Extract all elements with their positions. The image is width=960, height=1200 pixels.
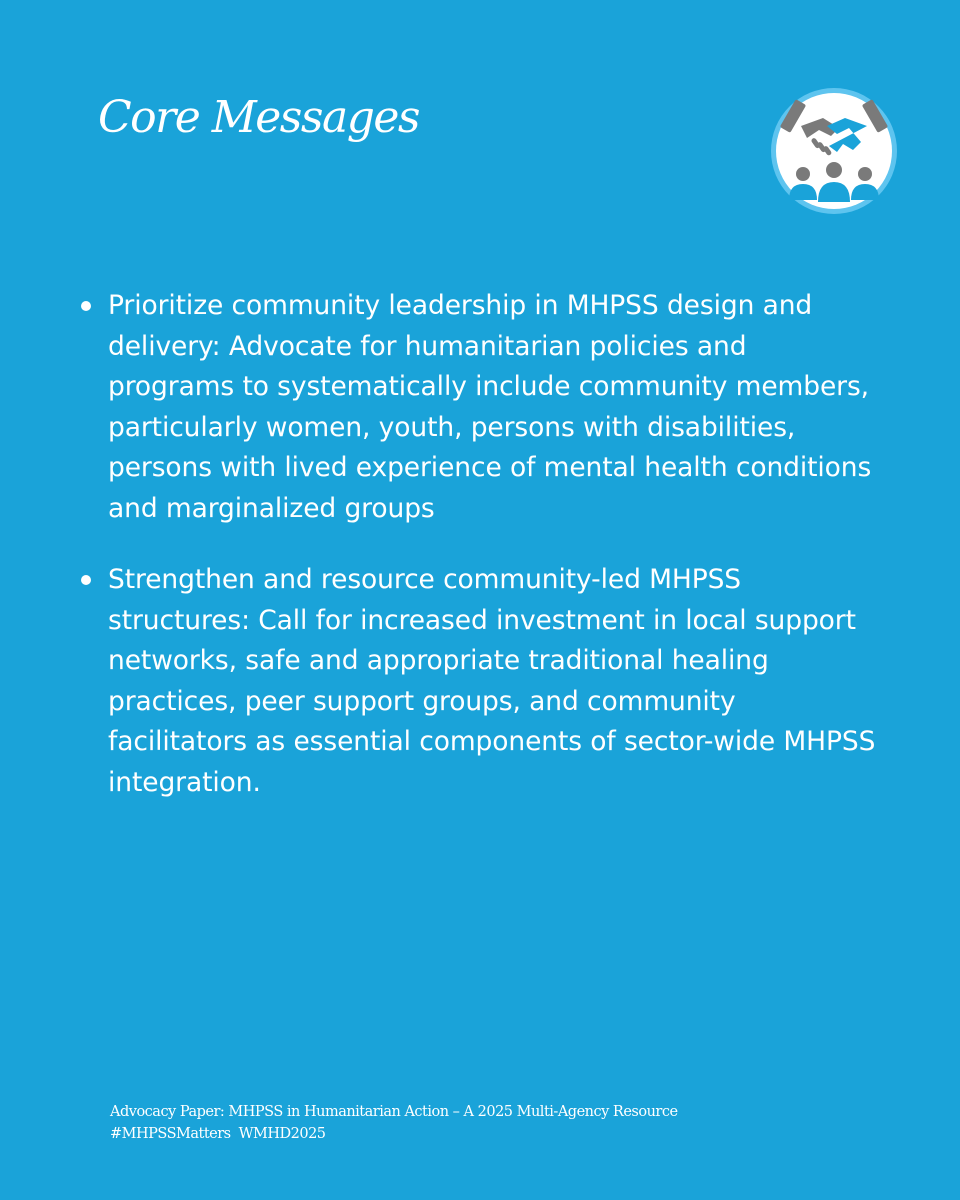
hashtag: #MHPSSMatters [110, 1126, 231, 1142]
bullet-icon [81, 301, 91, 311]
message-text: Strengthen and resource community-led MHPSS structures: Call for increased investment in local support networks, safe and appropriate traditional healing practices, peer support groups, and community facilitators as essential components of sector-wide MHPSS integration. [108, 564, 876, 798]
page-title: Core Messages [98, 92, 419, 143]
footer-tags [110, 1123, 678, 1145]
bullet-icon [81, 575, 91, 585]
footer [110, 1101, 678, 1145]
message-text: Prioritize community leadership in MHPSS design and delivery: Advocate for humanitarian policies and programs to systematically include community members, particularly women, youth, persons with disabilities, persons with lived experience of mental health conditions and marginalized groups [108, 290, 872, 524]
core-messages-list [78, 286, 878, 834]
message-item [78, 286, 878, 529]
footer-source: Advocacy Paper: MHPSS in Humanitarian Action – A 2025 Multi-Agency Resource [110, 1104, 678, 1120]
message-item [78, 560, 878, 803]
handshake-community-icon [753, 86, 915, 216]
hashtag: WMHD2025 [238, 1126, 326, 1142]
